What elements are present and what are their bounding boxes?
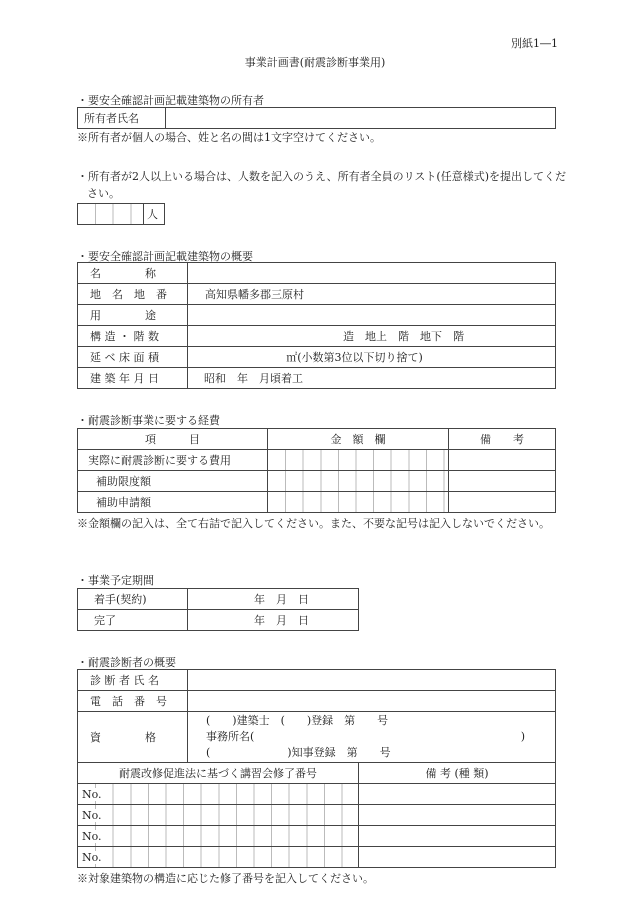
course-number-row[interactable] — [78, 784, 359, 805]
diagnostician-qual-field[interactable] — [188, 712, 556, 763]
cost-header-item: 項 目 — [78, 429, 268, 450]
building-label-use: 用 途 — [78, 305, 188, 326]
period-end-field[interactable]: 年 月 日 — [188, 610, 359, 631]
building-label-area: 延 ベ 床 面 積 — [78, 347, 188, 368]
owner-heading: ・要安全確認計画記載建築物の所有者 — [77, 94, 264, 107]
cost-amount-field[interactable] — [268, 450, 449, 471]
building-area-field[interactable]: ㎡(小数第3位以下切り捨て) — [188, 347, 556, 368]
building-name-field[interactable] — [188, 263, 556, 284]
no-label: No. — [82, 787, 102, 801]
qual-line-architect: ( )建築士 ( )登録 第 号 — [206, 714, 389, 727]
building-use-field[interactable] — [188, 305, 556, 326]
remarks-header: 備 考 (種 類) — [359, 763, 556, 784]
qual-line-office: 事務所名( — [206, 730, 255, 743]
building-date-field[interactable]: 昭和 年 月頃着工 — [188, 368, 556, 389]
period-start-field[interactable]: 年 月 日 — [188, 589, 359, 610]
cost-heading: ・耐震診断事業に要する経費 — [77, 414, 220, 427]
owner-name-label: 所有者氏名 — [78, 108, 166, 129]
course-remarks-field[interactable] — [359, 847, 556, 868]
cost-amount-field[interactable] — [268, 471, 449, 492]
diagnostician-name-field[interactable] — [188, 670, 556, 691]
diagnostician-phone-field[interactable] — [188, 691, 556, 712]
building-address-field[interactable]: 高知県幡多郡三原村 — [188, 284, 556, 305]
owner-table — [77, 107, 556, 129]
cost-header-amount: 金 額 欄 — [268, 429, 449, 450]
cost-row-label: 補助限度額 — [78, 471, 268, 492]
building-label-address: 地 名 地 番 — [78, 284, 188, 305]
cost-remarks-field[interactable] — [449, 492, 556, 513]
diagnostician-heading: ・耐震診断者の概要 — [77, 656, 176, 669]
period-start-label: 着手(契約) — [78, 589, 188, 610]
qual-line-office-end: ) — [520, 730, 525, 743]
page-title: 事業計画書(耐震診断事業用) — [244, 56, 386, 69]
period-table — [77, 588, 359, 631]
diagnostician-phone-label: 電 話 番 号 — [78, 691, 188, 712]
cost-header-remarks: 備 考 — [449, 429, 556, 450]
period-end-label: 完了 — [78, 610, 188, 631]
course-remarks-field[interactable] — [359, 805, 556, 826]
cost-row-label: 補助申請額 — [78, 492, 268, 513]
cost-note: ※金額欄の記入は、全て右詰で記入してください。また、不要な記号は記入しないでください。 — [77, 517, 550, 530]
diagnostician-table — [77, 669, 556, 868]
building-label-date: 建 築 年 月 日 — [78, 368, 188, 389]
course-remarks-field[interactable] — [359, 826, 556, 847]
owner-count-unit: 人 — [144, 204, 165, 225]
course-remarks-field[interactable] — [359, 784, 556, 805]
owner-note: ※所有者が個人の場合、姓と名の間は1文字空けてください。 — [77, 131, 381, 144]
diagnostician-note: ※対象建築物の構造に応じた修了番号を記入してください。 — [77, 872, 374, 885]
cost-table — [77, 428, 556, 513]
cost-row-label: 実際に耐震診断に要する費用 — [78, 450, 268, 471]
no-label: No. — [82, 850, 102, 864]
building-table — [77, 262, 556, 389]
period-heading: ・事業予定期間 — [77, 574, 154, 587]
cost-remarks-field[interactable] — [449, 450, 556, 471]
qual-line-registration: ( )知事登録 第 号 — [206, 746, 391, 759]
course-number-row[interactable] — [78, 826, 359, 847]
appendix-label: 別紙1―1 — [511, 37, 558, 50]
cost-remarks-field[interactable] — [449, 471, 556, 492]
building-label-name: 名 称 — [78, 263, 188, 284]
diagnostician-qual-label: 資 格 — [78, 712, 188, 763]
no-label: No. — [82, 808, 102, 822]
diagnostician-name-label: 診 断 者 氏 名 — [78, 670, 188, 691]
course-number-row[interactable] — [78, 847, 359, 868]
no-label: No. — [82, 829, 102, 843]
building-label-structure: 構 造 ・ 階 数 — [78, 326, 188, 347]
owner-count-field[interactable] — [78, 204, 144, 225]
cost-amount-field[interactable] — [268, 492, 449, 513]
course-header: 耐震改修促進法に基づく講習会修了番号 — [78, 763, 359, 784]
multi-owner-text: ・所有者が2人以上いる場合は、人数を記入のうえ、所有者全員のリスト(任意様式)を提出してください。 — [77, 170, 567, 200]
course-number-row[interactable] — [78, 805, 359, 826]
owner-count-table — [77, 203, 165, 225]
owner-name-field[interactable] — [166, 108, 556, 129]
building-heading: ・要安全確認計画記載建築物の概要 — [77, 250, 253, 263]
building-structure-field[interactable]: 造 地上 階 地下 階 — [188, 326, 556, 347]
